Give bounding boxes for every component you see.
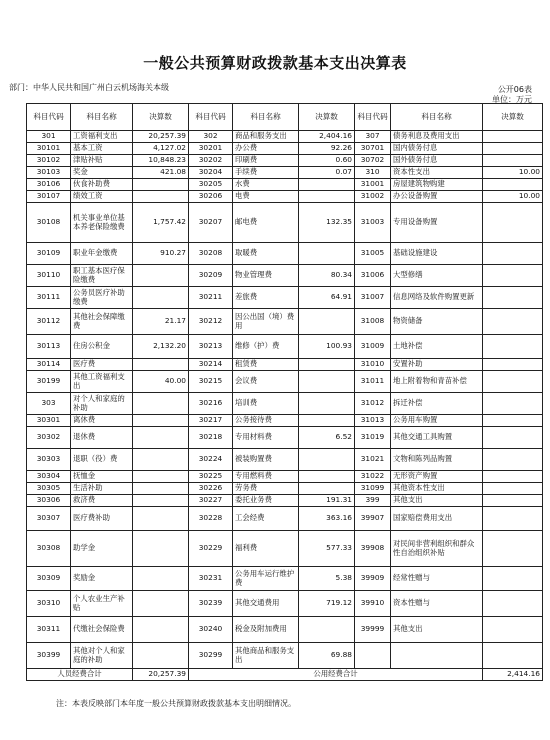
table-cell: 30103 <box>27 167 71 179</box>
table-cell <box>133 191 189 203</box>
table-cell: 30209 <box>189 265 233 287</box>
table-cell: 307 <box>355 131 391 143</box>
table-cell: 30212 <box>189 309 233 335</box>
table-cell: 30215 <box>189 371 233 393</box>
table-cell <box>391 643 483 669</box>
table-cell <box>483 591 543 617</box>
table-cell: 30231 <box>189 567 233 591</box>
table-cell: 31022 <box>355 471 391 483</box>
table-cell: 30205 <box>189 179 233 191</box>
table-cell: 31012 <box>355 393 391 415</box>
table-cell: 资本性支出 <box>391 167 483 179</box>
table-cell: 退休费 <box>71 427 133 449</box>
table-cell: 30240 <box>189 617 233 643</box>
table-cell <box>483 495 543 507</box>
table-cell: 910.27 <box>133 243 189 265</box>
table-cell: 抚恤金 <box>71 471 133 483</box>
table-cell: 31007 <box>355 287 391 309</box>
table-cell: 因公出国（境）费用 <box>233 309 299 335</box>
table-cell <box>483 179 543 191</box>
header-cell: 决算数 <box>483 104 543 131</box>
table-cell <box>483 531 543 567</box>
table-cell: 30307 <box>27 507 71 531</box>
table-cell: 30202 <box>189 155 233 167</box>
table-cell: 其他社会保障缴费 <box>71 309 133 335</box>
table-cell <box>299 243 355 265</box>
table-cell: 30228 <box>189 507 233 531</box>
table-row <box>27 495 543 507</box>
table-cell <box>299 359 355 371</box>
table-cell: 31009 <box>355 335 391 359</box>
table-cell: 5.38 <box>299 567 355 591</box>
header-cell: 科目代码 <box>27 104 71 131</box>
table-cell: 132.35 <box>299 203 355 243</box>
table-cell: 信息网络及软件购置更新 <box>391 287 483 309</box>
table-cell <box>299 415 355 427</box>
table-row <box>27 449 543 471</box>
table-cell: 301 <box>27 131 71 143</box>
table-cell: 30304 <box>27 471 71 483</box>
table-cell: 基础设施建设 <box>391 243 483 265</box>
table-cell: 离休费 <box>71 415 133 427</box>
table-cell: 其他商品和服务支出 <box>233 643 299 669</box>
table-cell: 其他交通工具购置 <box>391 427 483 449</box>
table-cell: 30302 <box>27 427 71 449</box>
table-cell: 培训费 <box>233 393 299 415</box>
table-cell: 30299 <box>189 643 233 669</box>
table-cell <box>133 359 189 371</box>
table-row <box>27 309 543 335</box>
table-cell: 奖励金 <box>71 567 133 591</box>
table-cell: 印刷费 <box>233 155 299 167</box>
header-cell: 科目代码 <box>189 104 233 131</box>
table-cell: 办公设备购置 <box>391 191 483 203</box>
table-cell <box>483 507 543 531</box>
table-cell: 大型修缮 <box>391 265 483 287</box>
table-cell: 办公费 <box>233 143 299 155</box>
table-cell: 39910 <box>355 591 391 617</box>
table-cell: 30114 <box>27 359 71 371</box>
table-row <box>27 167 543 179</box>
table-cell: 577.33 <box>299 531 355 567</box>
table-cell: 无形资产购置 <box>391 471 483 483</box>
table-cell: 电费 <box>233 191 299 203</box>
table-cell: 会议费 <box>233 371 299 393</box>
table-cell: 委托业务费 <box>233 495 299 507</box>
table-cell: 100.93 <box>299 335 355 359</box>
table-row <box>27 483 543 495</box>
table-cell: 30206 <box>189 191 233 203</box>
table-cell <box>299 449 355 471</box>
header-cell: 科目代码 <box>355 104 391 131</box>
table-cell: 奖金 <box>71 167 133 179</box>
table-cell <box>133 415 189 427</box>
table-cell: 公务用车购置 <box>391 415 483 427</box>
table-cell: 2,404.16 <box>299 131 355 143</box>
table-cell <box>483 287 543 309</box>
table-cell: 手续费 <box>233 167 299 179</box>
table-cell: 421.08 <box>133 167 189 179</box>
table-row <box>27 415 543 427</box>
table-cell: 其他对个人和家庭的补助 <box>71 643 133 669</box>
table-cell: 30239 <box>189 591 233 617</box>
table-cell: 资本性赠与 <box>391 591 483 617</box>
department-label: 部门：中华人民共和国广州白云机场海关本级 <box>9 83 169 92</box>
table-cell: 399 <box>355 495 391 507</box>
table-row <box>27 243 543 265</box>
table-cell: 31001 <box>355 179 391 191</box>
table-cell: 31006 <box>355 265 391 287</box>
table-row <box>27 507 543 531</box>
table-cell: 30214 <box>189 359 233 371</box>
personnel-total-value: 20,257.39 <box>133 669 189 681</box>
table-cell: 经常性赠与 <box>391 567 483 591</box>
table-cell: 基本工资 <box>71 143 133 155</box>
table-cell: 30207 <box>189 203 233 243</box>
table-cell: 0.07 <box>299 167 355 179</box>
table-cell <box>483 567 543 591</box>
table-cell: 69.88 <box>299 643 355 669</box>
table-cell: 劳务费 <box>233 483 299 495</box>
table-cell: 31019 <box>355 427 391 449</box>
table-cell: 39907 <box>355 507 391 531</box>
table-cell: 6.52 <box>299 427 355 449</box>
table-cell <box>483 483 543 495</box>
table-cell: 物业管理费 <box>233 265 299 287</box>
table-cell <box>483 309 543 335</box>
table-cell: 30217 <box>189 415 233 427</box>
page-title: 一般公共预算财政拨款基本支出决算表 <box>143 54 407 72</box>
table-row <box>27 617 543 643</box>
table-cell: 10,848.23 <box>133 155 189 167</box>
table-cell: 31099 <box>355 483 391 495</box>
table-cell: 30211 <box>189 287 233 309</box>
table-cell: 30227 <box>189 495 233 507</box>
table-cell: 39909 <box>355 567 391 591</box>
table-cell <box>133 393 189 415</box>
table-cell: 30224 <box>189 449 233 471</box>
table-cell: 绩效工资 <box>71 191 133 203</box>
table-cell <box>133 495 189 507</box>
table-cell: 30305 <box>27 483 71 495</box>
table-cell: 30226 <box>189 483 233 495</box>
table-cell: 30106 <box>27 179 71 191</box>
table-row <box>27 335 543 359</box>
table-cell: 30111 <box>27 287 71 309</box>
table-cell: 31021 <box>355 449 391 471</box>
table-cell: 30702 <box>355 155 391 167</box>
table-cell <box>133 531 189 567</box>
table-cell: 伙食补助费 <box>71 179 133 191</box>
table-cell: 医疗费 <box>71 359 133 371</box>
table-cell: 30112 <box>27 309 71 335</box>
header-cell: 科目名称 <box>233 104 299 131</box>
table-cell: 福利费 <box>233 531 299 567</box>
table-cell: 30309 <box>27 567 71 591</box>
table-cell <box>483 415 543 427</box>
table-cell: 物资储备 <box>391 309 483 335</box>
table-row <box>27 591 543 617</box>
table-cell: 30109 <box>27 243 71 265</box>
header-cell: 科目名称 <box>71 104 133 131</box>
footnote: 注：本表反映部门本年度一般公共预算财政拨款基本支出明细情况。 <box>56 699 296 708</box>
personnel-total-label: 人员经费合计 <box>27 669 133 681</box>
table-cell: 对民间非营利组织和群众性自治组织补贴 <box>391 531 483 567</box>
table-cell: 地上附着物和青苗补偿 <box>391 371 483 393</box>
table-cell: 其他工资福利支出 <box>71 371 133 393</box>
table-cell: 30213 <box>189 335 233 359</box>
table-cell <box>133 483 189 495</box>
table-cell: 生活补助 <box>71 483 133 495</box>
table-cell <box>483 265 543 287</box>
table-cell: 30101 <box>27 143 71 155</box>
table-cell: 救济费 <box>71 495 133 507</box>
table-cell: 其他资本性支出 <box>391 483 483 495</box>
table-cell: 4,127.02 <box>133 143 189 155</box>
table-row <box>27 359 543 371</box>
table-cell: 公务接待费 <box>233 415 299 427</box>
table-cell <box>483 617 543 643</box>
table-row <box>27 643 543 669</box>
table-cell <box>133 643 189 669</box>
table-cell: 30199 <box>27 371 71 393</box>
table-cell: 0.60 <box>299 155 355 167</box>
table-cell: 债务利息及费用支出 <box>391 131 483 143</box>
table-cell: 被装购置费 <box>233 449 299 471</box>
table-cell: 职工基本医疗保险缴费 <box>71 265 133 287</box>
table-cell: 其他支出 <box>391 495 483 507</box>
table-row <box>27 567 543 591</box>
table-cell: 机关事业单位基本养老保险缴费 <box>71 203 133 243</box>
table-cell: 国内债务付息 <box>391 143 483 155</box>
table-row <box>27 203 543 243</box>
table-cell: 税金及附加费用 <box>233 617 299 643</box>
table-cell <box>133 287 189 309</box>
table-cell: 租赁费 <box>233 359 299 371</box>
table-cell: 30308 <box>27 531 71 567</box>
table-cell: 医疗费补助 <box>71 507 133 531</box>
table-cell: 92.26 <box>299 143 355 155</box>
table-cell: 专用材料费 <box>233 427 299 449</box>
table-cell: 191.31 <box>299 495 355 507</box>
table-row <box>27 287 543 309</box>
table-cell: 80.34 <box>299 265 355 287</box>
header-cell: 科目名称 <box>391 104 483 131</box>
table-cell <box>133 617 189 643</box>
table-cell <box>483 131 543 143</box>
table-cell: 拆迁补偿 <box>391 393 483 415</box>
table-cell <box>133 179 189 191</box>
table-cell <box>483 449 543 471</box>
table-cell <box>133 591 189 617</box>
table-cell: 住房公积金 <box>71 335 133 359</box>
table-cell: 个人农业生产补贴 <box>71 591 133 617</box>
public-total-value: 2,414.16 <box>483 669 543 681</box>
table-cell <box>133 427 189 449</box>
table-cell: 310 <box>355 167 391 179</box>
table-cell: 国外债务付息 <box>391 155 483 167</box>
table-cell: 31002 <box>355 191 391 203</box>
header-cell: 决算数 <box>133 104 189 131</box>
table-row <box>27 371 543 393</box>
table-cell <box>483 203 543 243</box>
table-cell <box>133 567 189 591</box>
table-cell: 719.12 <box>299 591 355 617</box>
table-cell: 退职（役）费 <box>71 449 133 471</box>
table-cell <box>483 393 543 415</box>
table-row <box>27 531 543 567</box>
header-row <box>27 104 543 131</box>
table-cell: 31011 <box>355 371 391 393</box>
table-cell: 30311 <box>27 617 71 643</box>
table-cell: 水费 <box>233 179 299 191</box>
table-cell: 土地补偿 <box>391 335 483 359</box>
table-cell <box>483 335 543 359</box>
unit-label: 单位：万元 <box>492 95 532 104</box>
table-cell: 30701 <box>355 143 391 155</box>
table-cell: 303 <box>27 393 71 415</box>
table-row <box>27 393 543 415</box>
table-cell: 30399 <box>27 643 71 669</box>
table-cell <box>299 471 355 483</box>
table-cell: 公务员医疗补助缴费 <box>71 287 133 309</box>
table-cell: 30204 <box>189 167 233 179</box>
table-cell: 31003 <box>355 203 391 243</box>
table-cell <box>299 191 355 203</box>
table-row <box>27 179 543 191</box>
table-cell: 安置补助 <box>391 359 483 371</box>
table-cell: 40.00 <box>133 371 189 393</box>
table-cell <box>355 643 391 669</box>
table-cell <box>133 471 189 483</box>
table-cell: 国家赔偿费用支出 <box>391 507 483 531</box>
table-cell: 21.17 <box>133 309 189 335</box>
table-cell: 30208 <box>189 243 233 265</box>
table-cell: 30301 <box>27 415 71 427</box>
table-cell: 302 <box>189 131 233 143</box>
table-cell: 对个人和家庭的补助 <box>71 393 133 415</box>
table-cell: 其他支出 <box>391 617 483 643</box>
table-row <box>27 471 543 483</box>
table-cell: 差旅费 <box>233 287 299 309</box>
table-cell: 商品和服务支出 <box>233 131 299 143</box>
table-cell: 20,257.39 <box>133 131 189 143</box>
table-cell: 其他交通费用 <box>233 591 299 617</box>
table-cell: 取暖费 <box>233 243 299 265</box>
table-cell: 39908 <box>355 531 391 567</box>
table-cell <box>299 179 355 191</box>
table-cell <box>483 155 543 167</box>
table-cell: 30107 <box>27 191 71 203</box>
table-cell: 10.00 <box>483 167 543 179</box>
table-cell <box>299 393 355 415</box>
table-number: 公开06表 <box>497 85 532 94</box>
table-cell <box>483 643 543 669</box>
table-row <box>27 131 543 143</box>
table-row <box>27 191 543 203</box>
table-cell: 10.00 <box>483 191 543 203</box>
table-cell: 30201 <box>189 143 233 155</box>
table-cell: 31010 <box>355 359 391 371</box>
table-cell: 1,757.42 <box>133 203 189 243</box>
table-cell <box>133 265 189 287</box>
table-cell: 30113 <box>27 335 71 359</box>
total-row <box>27 669 543 681</box>
table-cell: 30306 <box>27 495 71 507</box>
table-cell: 30303 <box>27 449 71 471</box>
table-cell: 助学金 <box>71 531 133 567</box>
table-cell: 64.91 <box>299 287 355 309</box>
table-cell: 工资福利支出 <box>71 131 133 143</box>
table-row <box>27 427 543 449</box>
table-cell <box>483 427 543 449</box>
table-cell: 文物和陈列品购置 <box>391 449 483 471</box>
table-cell: 31005 <box>355 243 391 265</box>
table-cell: 专用燃料费 <box>233 471 299 483</box>
expenditure-table <box>26 103 543 681</box>
table-cell: 30108 <box>27 203 71 243</box>
table-cell <box>299 617 355 643</box>
table-cell: 工会经费 <box>233 507 299 531</box>
table-cell <box>299 309 355 335</box>
table-cell: 房屋建筑物购建 <box>391 179 483 191</box>
table-row <box>27 265 543 287</box>
table-cell: 代缴社会保险费 <box>71 617 133 643</box>
table-cell: 职业年金缴费 <box>71 243 133 265</box>
header-cell: 决算数 <box>299 104 355 131</box>
table-cell <box>483 143 543 155</box>
table-cell: 30229 <box>189 531 233 567</box>
table-cell: 2,132.20 <box>133 335 189 359</box>
table-cell <box>299 483 355 495</box>
table-cell: 30310 <box>27 591 71 617</box>
table-cell <box>133 449 189 471</box>
table-row <box>27 155 543 167</box>
table-cell: 30225 <box>189 471 233 483</box>
table-cell: 30216 <box>189 393 233 415</box>
table-cell <box>483 471 543 483</box>
table-cell: 30110 <box>27 265 71 287</box>
table-cell: 30218 <box>189 427 233 449</box>
table-cell <box>133 507 189 531</box>
table-cell: 维修（护）费 <box>233 335 299 359</box>
table-cell: 邮电费 <box>233 203 299 243</box>
table-cell: 30102 <box>27 155 71 167</box>
table-cell <box>483 359 543 371</box>
table-cell: 公务用车运行维护费 <box>233 567 299 591</box>
table-cell: 31008 <box>355 309 391 335</box>
table-cell <box>299 371 355 393</box>
table-row <box>27 143 543 155</box>
table-cell: 39999 <box>355 617 391 643</box>
table-cell: 363.16 <box>299 507 355 531</box>
table-cell <box>483 371 543 393</box>
table-cell: 31013 <box>355 415 391 427</box>
table-cell <box>483 243 543 265</box>
public-total-label: 公用经费合计 <box>189 669 483 681</box>
table-cell: 津贴补贴 <box>71 155 133 167</box>
table-cell: 专用设备购置 <box>391 203 483 243</box>
